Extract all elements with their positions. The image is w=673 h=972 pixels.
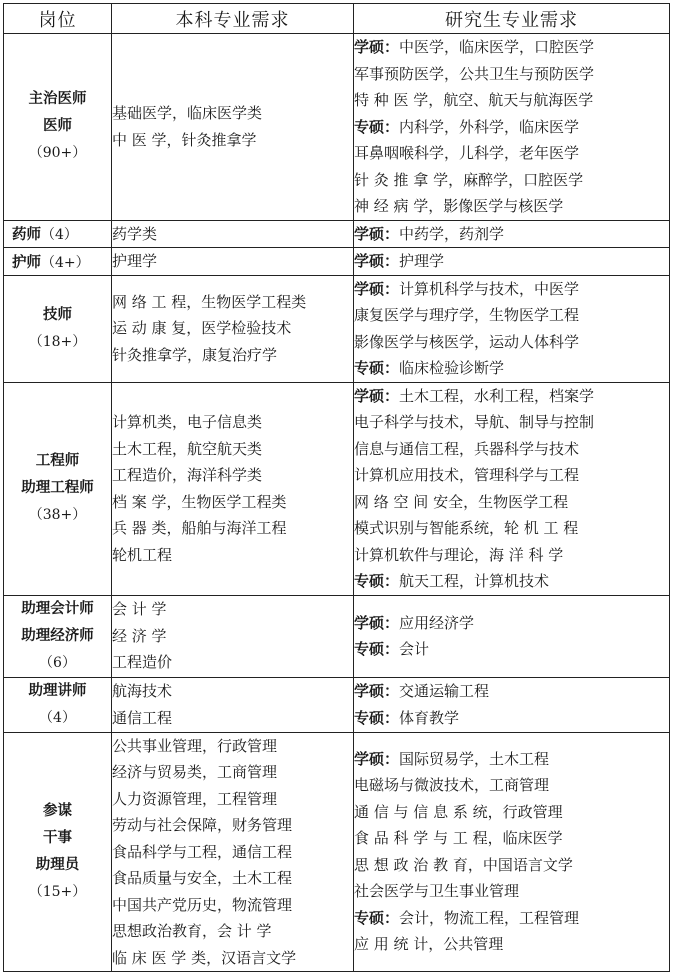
undergrad-major: 兵 器 类，船舶与海洋工程 (112, 519, 287, 537)
header-row (4, 4, 670, 34)
zhuanshuo-label: 专硕： (354, 572, 400, 590)
xueshuo-major: 信息与通信工程，兵器科学与技术 (354, 439, 580, 458)
xueshuo-major: 军事预防医学，公共卫生与预防医学 (354, 64, 595, 83)
xueshuo-line (354, 489, 669, 516)
undergrad-major: 基础医学，临床医学类 (112, 104, 263, 123)
zhuanshuo-line (354, 140, 669, 167)
undergrad-cell (112, 382, 354, 595)
zhuanshuo-line (354, 705, 669, 732)
position-count: （15+） (28, 883, 87, 900)
table-row (4, 677, 670, 732)
xueshuo-label: 学硕： (354, 224, 400, 243)
position-cell (4, 677, 112, 732)
xueshuo-line (354, 772, 669, 799)
undergrad-major: 航海技术 (112, 682, 173, 700)
xueshuo-major: 网 络 空 间 安全，生物医学工程 (354, 492, 569, 511)
xueshuo-major: 电子科学与技术，导航、制导与控制 (354, 413, 595, 431)
xueshuo-line (354, 383, 669, 410)
undergrad-cell (112, 677, 354, 732)
position-count: （18+） (28, 333, 87, 350)
xueshuo-line (354, 329, 669, 356)
table-row (4, 275, 670, 382)
xueshuo-line (354, 34, 669, 61)
zhuanshuo-major: 耳鼻咽喉科学，儿科学，老年医学 (354, 144, 580, 162)
zhuanshuo-line (354, 931, 669, 958)
xueshuo-line (354, 436, 669, 463)
undergrad-cell (112, 248, 354, 276)
zhuanshuo-line (354, 114, 669, 141)
xueshuo-label: 学硕： (354, 279, 400, 298)
position-name: 药师 (12, 227, 41, 244)
grad-cell (354, 595, 670, 677)
xueshuo-line (354, 878, 669, 905)
undergrad-major: 工程造价，海洋科学类 (112, 466, 263, 484)
xueshuo-major: 土木工程，水利工程，档案学 (399, 386, 595, 405)
position-name: 干事 (43, 829, 72, 846)
undergrad-cell (112, 220, 354, 248)
xueshuo-major: 电磁场与微波技术，工商管理 (354, 776, 550, 795)
xueshuo-line (354, 825, 669, 852)
xueshuo-major: 计算机科学与技术，中医学 (399, 279, 580, 298)
undergrad-major: 食品科学与工程，通信工程 (112, 842, 293, 861)
xueshuo-line (354, 276, 669, 303)
xueshuo-line (354, 610, 669, 637)
header-grad: 研究生专业需求 (354, 4, 670, 34)
xueshuo-line (354, 87, 669, 114)
zhuanshuo-line (354, 193, 669, 220)
undergrad-major: 通信工程 (112, 708, 173, 727)
xueshuo-label: 学硕： (354, 749, 400, 768)
zhuanshuo-major: 航天工程，计算机技术 (399, 572, 550, 590)
position-count: （4） (41, 227, 78, 244)
zhuanshuo-label: 专硕： (354, 359, 400, 377)
undergrad-major: 运 动 康 复，医学检验技术 (112, 319, 292, 338)
xueshuo-major: 护理学 (399, 252, 445, 270)
zhuanshuo-major: 内科学，外科学，临床医学 (399, 117, 580, 136)
table-row (4, 732, 670, 972)
undergrad-major: 药学类 (112, 224, 158, 243)
position-name: 助理讲师 (28, 682, 87, 699)
xueshuo-major: 交通运输工程 (399, 682, 490, 700)
undergrad-major: 人力资源管理，工程管理 (112, 789, 278, 808)
position-cell (4, 732, 112, 972)
xueshuo-major: 国际贸易学，土木工程 (399, 749, 550, 768)
position-count: （38+） (28, 507, 87, 523)
position-name: 助理员 (35, 856, 80, 873)
table-row (4, 248, 670, 276)
zhuanshuo-label: 专硕： (354, 117, 400, 136)
position-name: 助理工程师 (21, 480, 94, 496)
position-name: 主治医师 (28, 91, 87, 108)
table-row (4, 382, 670, 595)
position-cell (4, 382, 112, 595)
position-name: 医师 (43, 118, 72, 135)
position-name: 助理经济师 (21, 627, 94, 644)
zhuanshuo-major: 针 灸 推 拿 学，麻醉学，口腔医学 (354, 170, 584, 189)
xueshuo-line (354, 746, 669, 773)
xueshuo-major: 计算机软件与理论，海 洋 科 学 (354, 545, 564, 564)
undergrad-cell (112, 275, 354, 382)
undergrad-major: 劳动与社会保障，财务管理 (112, 816, 293, 834)
undergrad-major: 中 医 学，针灸推拿学 (112, 130, 257, 149)
xueshuo-line (354, 409, 669, 436)
header-position: 岗位 (4, 4, 112, 34)
undergrad-major: 计算机类，电子信息类 (112, 413, 263, 431)
zhuanshuo-major: 神 经 病 学，影像医学与核医学 (354, 197, 564, 215)
undergrad-major: 土木工程，航空航天类 (112, 439, 263, 458)
table-row (4, 34, 670, 221)
undergrad-major: 经济与贸易类，工商管理 (112, 763, 278, 781)
zhuanshuo-major: 临床检验诊断学 (399, 359, 505, 377)
position-name: 参谋 (43, 802, 72, 819)
undergrad-major: 档 案 学，生物医学工程类 (112, 492, 287, 511)
position-cell (4, 595, 112, 677)
xueshuo-major: 应用经济学 (399, 613, 475, 632)
position-count: （90+） (28, 145, 87, 162)
xueshuo-major: 模式识别与智能系统，轮 机 工 程 (354, 519, 579, 537)
position-cell (4, 220, 112, 248)
xueshuo-line (354, 515, 669, 542)
xueshuo-line (354, 678, 669, 705)
zhuanshuo-major: 应 用 统 计，公共管理 (354, 935, 504, 954)
header-undergrad: 本科专业需求 (112, 4, 354, 34)
zhuanshuo-label: 专硕： (354, 708, 400, 727)
undergrad-cell (112, 34, 354, 221)
xueshuo-label: 学硕： (354, 682, 400, 700)
zhuanshuo-line (354, 355, 669, 382)
position-name: 护师 (12, 254, 41, 271)
zhuanshuo-major: 会计，物流工程，工程管理 (399, 908, 580, 927)
undergrad-major: 网 络 工 程，生物医学工程类 (112, 292, 307, 311)
xueshuo-major: 中医学，临床医学，口腔医学 (399, 38, 595, 56)
requirements-table (3, 3, 670, 972)
zhuanshuo-label: 专硕： (354, 908, 400, 927)
xueshuo-line (354, 302, 669, 329)
xueshuo-line (354, 799, 669, 826)
undergrad-major: 中国共产党历史，物流管理 (112, 895, 293, 914)
xueshuo-major: 康复医学与理疗学，生物医学工程 (354, 306, 580, 324)
grad-cell (354, 275, 670, 382)
xueshuo-line (354, 542, 669, 569)
position-name: 工程师 (35, 453, 80, 469)
zhuanshuo-line (354, 167, 669, 194)
position-cell (4, 275, 112, 382)
position-count: （4） (39, 709, 76, 726)
xueshuo-major: 计算机应用技术，管理科学与工程 (354, 466, 580, 484)
undergrad-major: 护理学 (112, 252, 158, 270)
xueshuo-label: 学硕： (354, 252, 400, 270)
undergrad-major: 工程造价 (112, 653, 173, 672)
undergrad-major: 食品质量与安全，土木工程 (112, 869, 293, 887)
table-row (4, 220, 670, 248)
zhuanshuo-major: 会计 (399, 640, 430, 658)
position-name: 技师 (43, 306, 72, 323)
xueshuo-major: 特 种 医 学，航空、航天与航海医学 (354, 91, 594, 109)
xueshuo-line (354, 61, 669, 88)
grad-cell (354, 677, 670, 732)
grad-cell (354, 732, 670, 972)
grad-cell (354, 34, 670, 221)
undergrad-major: 思想政治教育，会 计 学 (112, 922, 272, 940)
zhuanshuo-line (354, 905, 669, 932)
undergrad-cell (112, 595, 354, 677)
table-row (4, 595, 670, 677)
undergrad-major: 经 济 学 (112, 626, 167, 645)
undergrad-major: 会 计 学 (112, 600, 167, 619)
grad-cell (354, 220, 670, 248)
xueshuo-line (354, 852, 669, 879)
xueshuo-label: 学硕： (354, 613, 400, 632)
undergrad-major: 临 床 医 学 类，汉语言文学 (112, 948, 297, 967)
xueshuo-major: 思 想 政 治 教 育，中国语言文学 (354, 855, 573, 874)
xueshuo-major: 中药学，药剂学 (399, 224, 505, 243)
xueshuo-major: 食 品 科 学 与 工 程，临床医学 (354, 829, 563, 848)
undergrad-major: 公共事业管理，行政管理 (112, 736, 278, 755)
zhuanshuo-major: 体育教学 (399, 708, 460, 727)
zhuanshuo-label: 专硕： (354, 640, 400, 658)
undergrad-cell (112, 732, 354, 972)
position-count: （6） (39, 654, 76, 671)
grad-cell (354, 382, 670, 595)
position-count: （4+） (41, 254, 90, 271)
xueshuo-major: 通 信 与 信 息 系 统，行政管理 (354, 802, 563, 821)
grad-cell (354, 248, 670, 276)
position-cell (4, 248, 112, 276)
undergrad-major: 针灸推拿学，康复治疗学 (112, 345, 278, 364)
xueshuo-major: 社会医学与卫生事业管理 (354, 882, 520, 901)
xueshuo-line (354, 248, 669, 275)
zhuanshuo-line (354, 636, 669, 663)
xueshuo-line (354, 462, 669, 489)
xueshuo-major: 影像医学与核医学，运动人体科学 (354, 332, 580, 351)
zhuanshuo-line (354, 568, 669, 595)
xueshuo-line (354, 221, 669, 248)
xueshuo-label: 学硕： (354, 38, 400, 56)
position-name: 助理会计师 (21, 600, 94, 617)
undergrad-major: 轮机工程 (112, 545, 173, 564)
position-cell (4, 34, 112, 221)
xueshuo-label: 学硕： (354, 386, 400, 405)
